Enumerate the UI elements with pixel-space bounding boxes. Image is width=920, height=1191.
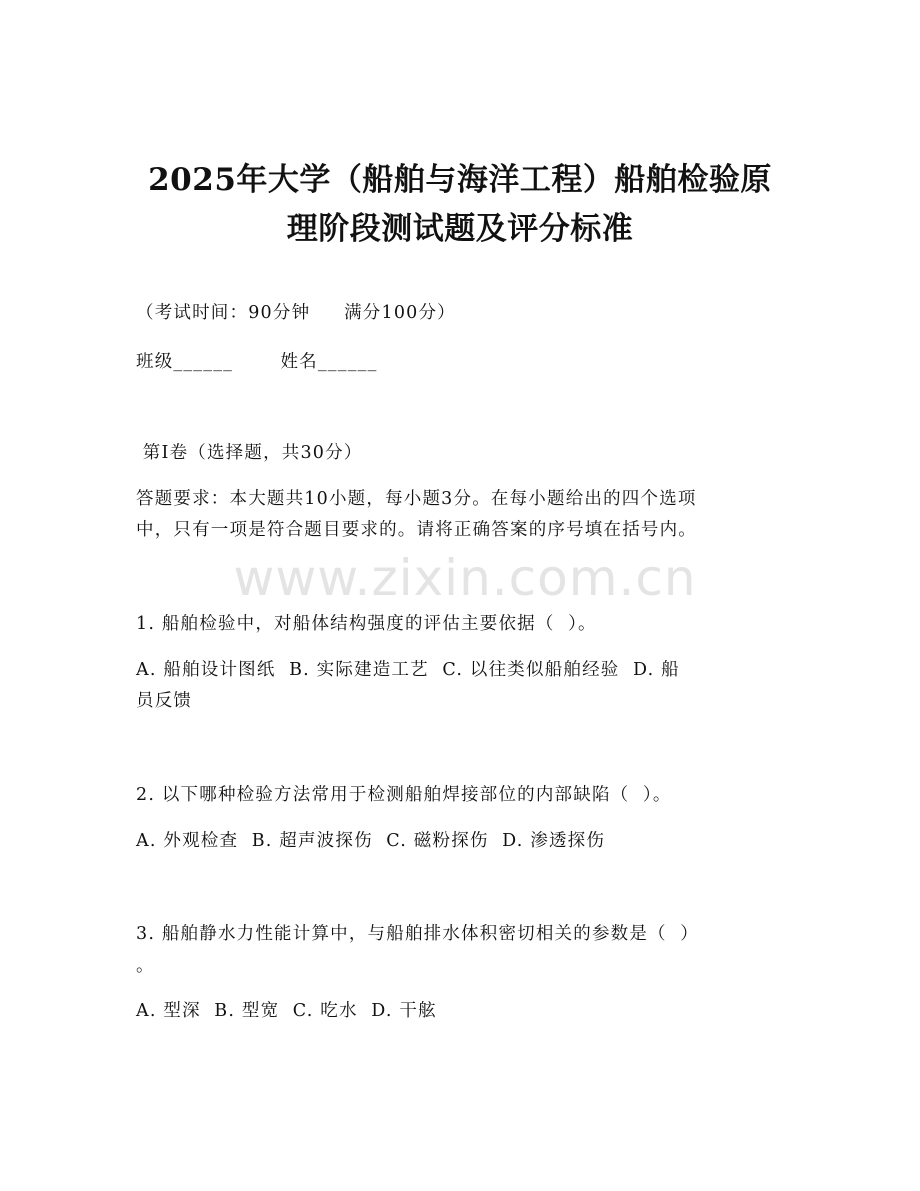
question-3-stem-line-2: 。: [136, 956, 155, 976]
question-3-options: A. 型深 B. 型宽 C. 吃水 D. 干舷: [136, 1001, 437, 1021]
question-1-options-line-1: A. 船舶设计图纸 B. 实际建造工艺 C. 以往类似船舶经验 D. 船: [136, 660, 680, 680]
section-heading: 第I卷（选择题，共30分）: [136, 443, 363, 463]
question-2-stem: 2. 以下哪种检验方法常用于检测船舶焊接部位的内部缺陷（ ）。: [136, 785, 672, 805]
exam-info: （考试时间：90分钟 满分100分）: [136, 303, 456, 323]
question-2-options: A. 外观检查 B. 超声波探伤 C. 磁粉探伤 D. 渗透探伤: [136, 831, 606, 851]
document-title-line-1: 2025年大学（船舶与海洋工程）船舶检验原: [148, 162, 772, 198]
watermark: www.zixin.com.cn: [233, 549, 697, 607]
class-name-fields: 班级______ 姓名______: [136, 352, 378, 372]
question-1-options-line-2: 员反馈: [136, 691, 193, 711]
document-title-line-2: 理阶段测试题及评分标准: [286, 211, 634, 247]
question-3-stem-line-1: 3. 船舶静水力性能计算中，与船舶排水体积密切相关的参数是（ ）: [136, 924, 699, 944]
instructions-line-1: 答题要求：本大题共10小题，每小题3分。在每小题给出的四个选项: [136, 489, 697, 509]
instructions-line-2: 中，只有一项是符合题目要求的。请将正确答案的序号填在括号内。: [136, 520, 697, 540]
question-1-stem: 1. 船舶检验中，对船体结构强度的评估主要依据（ ）。: [136, 614, 597, 634]
